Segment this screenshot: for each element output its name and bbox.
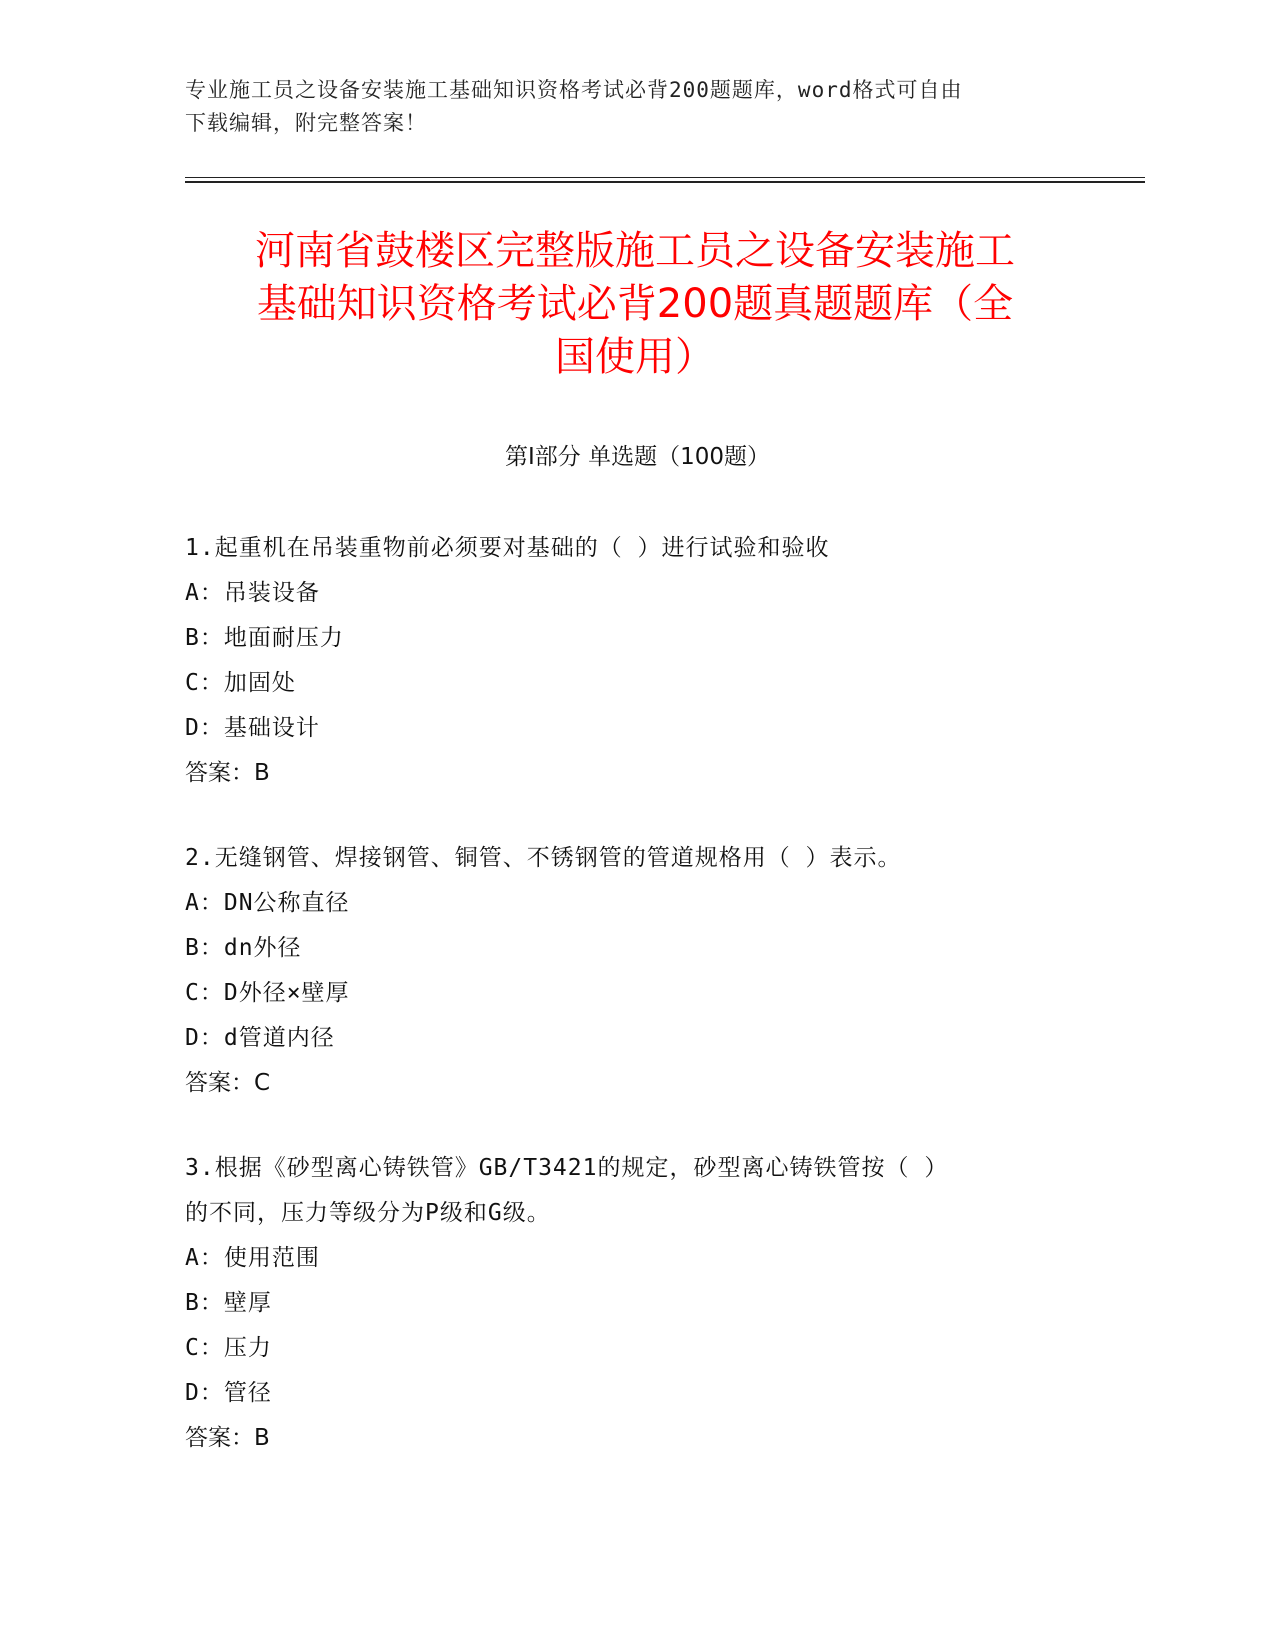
question-2 (185, 836, 1075, 1106)
document-title (195, 225, 1075, 384)
option-a: A：吊装设备 (185, 580, 320, 606)
option-d: D：基础设计 (185, 715, 320, 741)
option-d: D：d管道内径 (185, 1025, 335, 1051)
answer: 答案：B (185, 760, 270, 786)
title-line-1: 河南省鼓楼区完整版施工员之设备安装施工 (255, 228, 1015, 274)
header-line-1: 专业施工员之设备安装施工基础知识资格考试必背200题题库，word格式可自由 (185, 78, 963, 102)
option-c: C：压力 (185, 1335, 272, 1361)
option-a: A：使用范围 (185, 1245, 320, 1271)
header-divider-thin (185, 177, 1145, 178)
option-c: C：加固处 (185, 670, 296, 696)
answer: 答案：B (185, 1425, 270, 1451)
header-line-2: 下载编辑，附完整答案！ (185, 111, 427, 135)
option-a: A：DN公称直径 (185, 890, 350, 916)
header-divider-thick (185, 181, 1145, 183)
option-b: B：地面耐压力 (185, 625, 344, 651)
page-header (185, 74, 1075, 140)
title-line-3: 国使用） (555, 334, 715, 380)
title-line-2: 基础知识资格考试必背200题真题题库（全 (256, 281, 1014, 327)
question-3 (185, 1146, 1075, 1461)
answer: 答案：C (185, 1070, 271, 1096)
question-stem: 2.无缝钢管、焊接钢管、铜管、不锈钢管的管道规格用（ ）表示。 (185, 845, 902, 871)
option-b: B：dn外径 (185, 935, 302, 961)
option-b: B：壁厚 (185, 1290, 272, 1316)
question-stem-continued: 的不同，压力等级分为P级和G级。 (185, 1200, 551, 1226)
question-stem: 3.根据《砂型离心铸铁管》GB/T3421的规定，砂型离心铸铁管按（ ） (185, 1155, 949, 1181)
option-c: C：D外径×壁厚 (185, 980, 350, 1006)
option-d: D：管径 (185, 1380, 272, 1406)
question-list (185, 526, 1075, 1501)
section-heading: 第Ⅰ部分 单选题（100题） (505, 444, 770, 470)
question-stem: 1.起重机在吊装重物前必须要对基础的（ ）进行试验和验收 (185, 535, 830, 561)
question-1 (185, 526, 1075, 796)
